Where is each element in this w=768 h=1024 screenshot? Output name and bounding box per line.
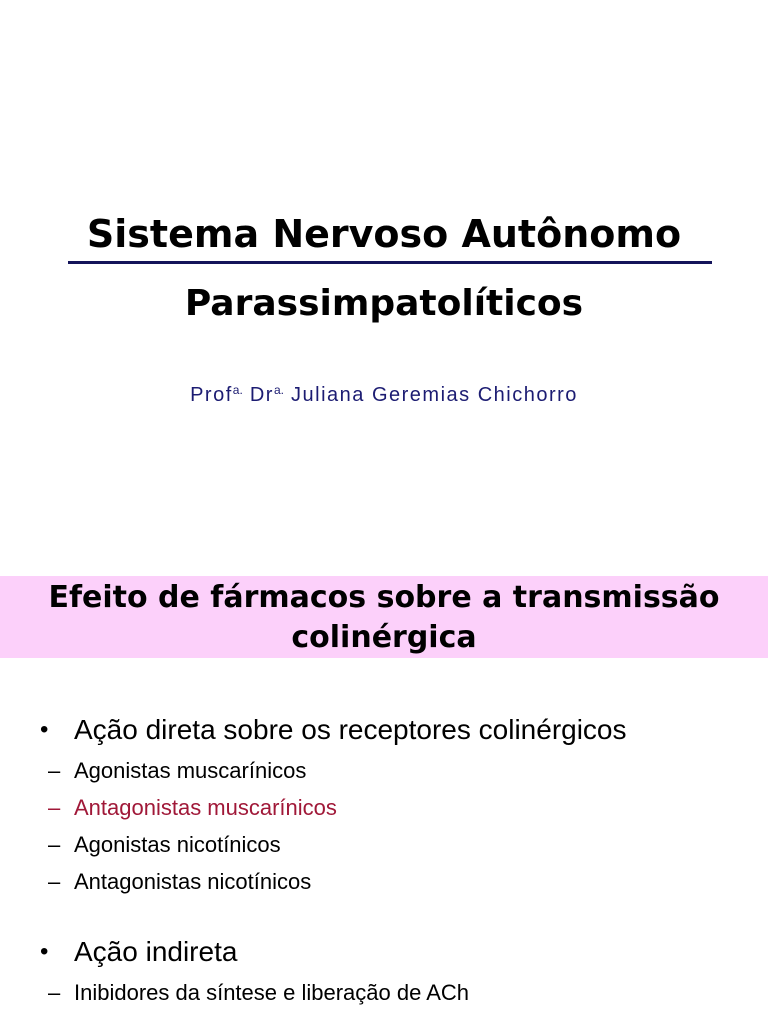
title-divider <box>68 261 712 264</box>
sub-list <box>40 974 740 1011</box>
author-prof-sup: a. <box>232 383 243 397</box>
section-title <box>0 578 768 658</box>
sub-item-text: Antagonistas nicotínicos <box>74 869 312 894</box>
bullet-item <box>40 930 740 974</box>
bullet-list <box>40 708 740 1011</box>
sub-item-highlighted <box>40 789 740 826</box>
sub-item-text: Agonistas muscarínicos <box>74 758 307 783</box>
sub-item <box>40 752 740 789</box>
sub-item-text: Agonistas nicotínicos <box>74 832 281 857</box>
sub-item-marker: – <box>48 980 61 1005</box>
author-line <box>0 383 768 407</box>
sub-item <box>40 863 740 900</box>
sub-item-text: Antagonistas muscarínicos <box>74 795 337 820</box>
sub-list <box>40 752 740 900</box>
bullet-marker: • <box>40 716 49 743</box>
sub-item <box>40 974 740 1011</box>
sub-list-wrapper <box>40 752 740 900</box>
bullet-item <box>40 708 740 752</box>
section-title-line-2: colinérgica <box>291 620 477 655</box>
slide-title: Sistema Nervoso Autônomo <box>86 212 682 256</box>
section-title-line-1: Efeito de fármacos sobre a transmissão <box>48 580 720 615</box>
bullet-text: Ação indireta <box>74 936 238 967</box>
author-dr-sup: a. <box>273 383 284 397</box>
sub-item-marker: – <box>48 832 61 857</box>
author-prof: Prof <box>190 384 233 406</box>
author-name: Juliana Geremias Chichorro <box>291 384 578 406</box>
slide-subtitle: Parassimpatolíticos <box>184 283 584 324</box>
spacer <box>40 900 740 930</box>
bullet-marker: • <box>40 938 49 965</box>
sub-item-marker: – <box>48 795 61 820</box>
sub-item <box>40 826 740 863</box>
bullet-text: Ação direta sobre os receptores colinérgicos <box>74 714 627 745</box>
sub-item-marker: – <box>48 869 61 894</box>
sub-item-text: Inibidores da síntese e liberação de ACh <box>74 980 470 1005</box>
sub-item-marker: – <box>48 758 61 783</box>
sub-list-wrapper <box>40 974 740 1011</box>
author-dr: Dr <box>249 384 274 406</box>
